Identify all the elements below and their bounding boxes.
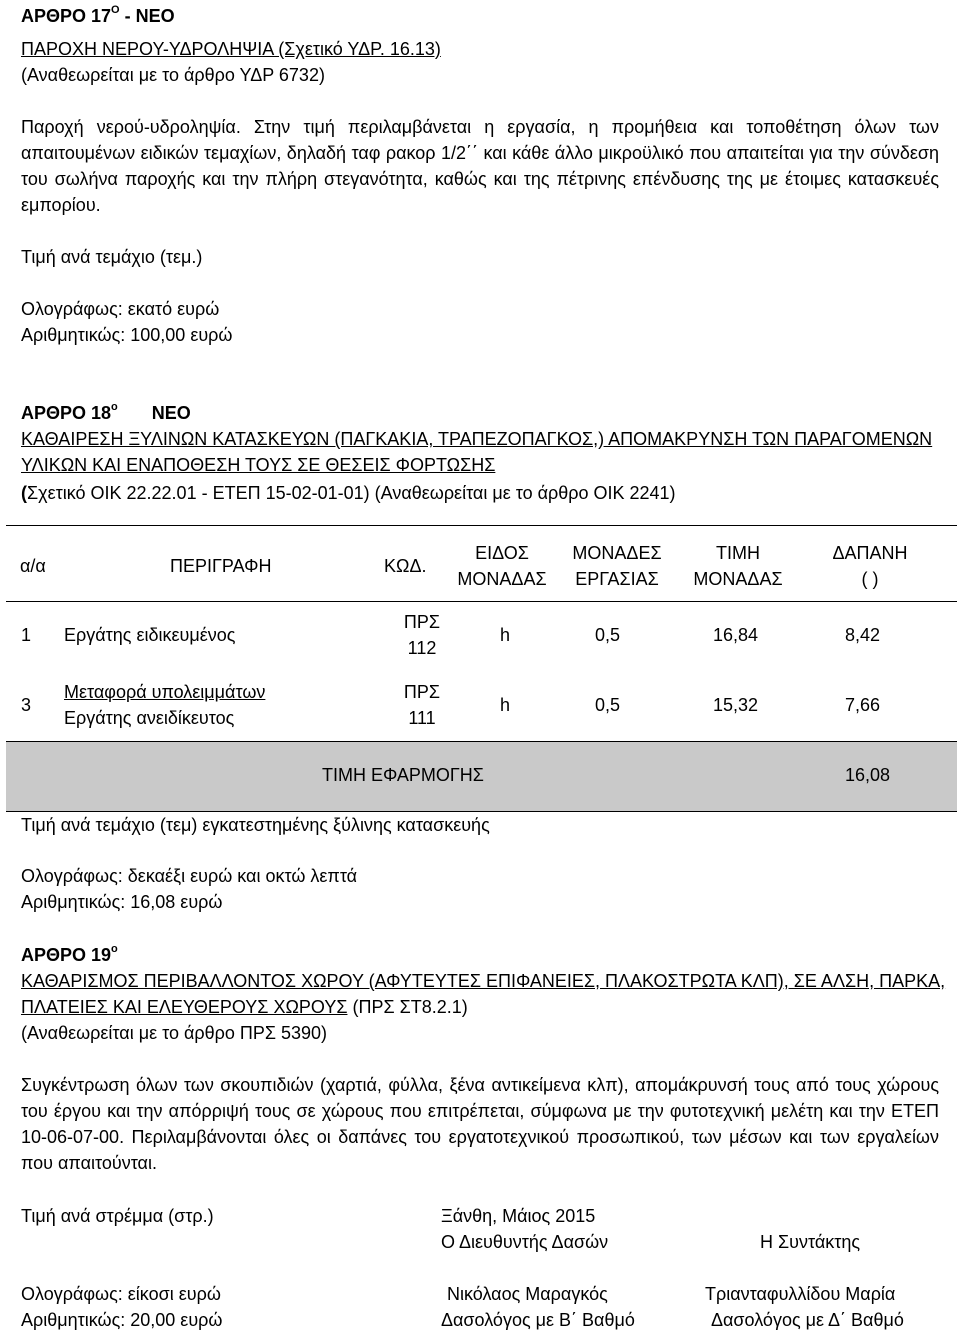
signature-director-name: Νικόλαος Μαραγκός bbox=[447, 1284, 608, 1304]
art19-revision: (Αναθεωρείται με το άρθρο ΠΡΣ 5390) bbox=[21, 1023, 328, 1043]
table-top-rule bbox=[6, 525, 957, 526]
th-unit-price bbox=[688, 540, 788, 592]
art18-in-numbers: Αριθμητικώς: 16,08 ευρώ bbox=[21, 892, 223, 912]
art18-subtitle-1: ΚΑΘΑΙΡΕΣΗ ΞΥΛΙΝΩΝ ΚΑΤΑΣΚΕΥΩΝ (ΠΑΓΚΑΚΙΑ, ΤΡΑΠΕΖΟΠΑΓΚΟΣ,) ΑΠΟΜΑΚΡΥΝΣΗ ΤΩΝ ΠΑΡΑΓΟΜΕΝΩΝ bbox=[21, 429, 933, 449]
th-code: ΚΩΔ. bbox=[384, 556, 427, 576]
art19-in-numbers: Αριθμητικώς: 20,00 ευρώ bbox=[21, 1310, 223, 1330]
art19-unit-price: Τιμή ανά στρέμμα (στρ.) bbox=[21, 1206, 214, 1226]
art18-title-text: ΑΡΘΡΟ 18 bbox=[21, 403, 112, 423]
table-total-label: ΤΙΜΗ ΕΦΑΡΜΟΓΗΣ bbox=[322, 765, 484, 785]
signature-author-title: Η Συντάκτης bbox=[760, 1232, 861, 1252]
art18-reference bbox=[21, 480, 676, 506]
art19-title-text: ΑΡΘΡΟ 19 bbox=[21, 945, 112, 965]
art18-reference-paren: ( bbox=[21, 483, 27, 503]
table-row-2-code bbox=[402, 679, 442, 731]
art17-description: Παροχή νερού-υδροληψία. Στην τιμή περιλαμβάνεται η εργασία, η προμήθεια και τοποθέτηση όλων των απαιτουμένων ειδικών τεμαχίων, δηλαδή ταφ ρακορ 1/2΄΄ και κάθε άλλο μικροϋλικό που απαιτείται για την σύνδεση του σωλήνα παροχής και την πλήρη στεγανότητα, καθώς και της πέτρινης επένδυσης της με έτοιμες κατασκευές εμπορίου. bbox=[21, 117, 939, 215]
table-header-rule bbox=[6, 601, 957, 602]
art17-in-numbers: Αριθμητικώς: 100,00 ευρώ bbox=[21, 325, 233, 345]
art17-unit-price: Τιμή ανά τεμάχιο (τεμ.) bbox=[21, 247, 203, 267]
th-aa: α/α bbox=[20, 556, 46, 576]
th-work-units bbox=[562, 540, 672, 592]
art18-title-sup: ο bbox=[111, 401, 118, 413]
art17-revision: (Αναθεωρείται με το άρθρο ΥΔΡ 6732) bbox=[21, 65, 325, 85]
table-row-2-aa: 3 bbox=[21, 695, 32, 715]
art18-title bbox=[21, 400, 191, 426]
table-row-1-code-1: ΠΡΣ bbox=[403, 612, 441, 632]
th-work-units-2: ΕΡΓΑΣΙΑΣ bbox=[575, 569, 659, 589]
art18-in-words: Ολογράφως: δεκαέξι ευρώ και οκτώ λεπτά bbox=[21, 866, 358, 886]
signature-author-name: Τριανταφυλλίδου Μαρία bbox=[705, 1284, 896, 1304]
art17-subtitle: ΠΑΡΟΧΗ ΝΕΡΟΥ-ΥΔΡΟΛΗΨΙΑ (Σχετικό ΥΔΡ. 16.13) bbox=[21, 39, 441, 59]
art17-title-suffix: - ΝΕΟ bbox=[119, 6, 175, 26]
th-unit-price-1: ΤΙΜΗ bbox=[716, 543, 760, 563]
th-cost-2: ( ) bbox=[861, 569, 879, 589]
table-row-2-description bbox=[64, 679, 265, 731]
art19-subtitle-2 bbox=[21, 994, 468, 1020]
table-row-1-code-2: 112 bbox=[407, 638, 437, 658]
table-row-1-units: 0,5 bbox=[595, 625, 621, 645]
th-unit-type-1: ΕΙΔΟΣ bbox=[475, 543, 529, 563]
th-cost bbox=[815, 540, 925, 592]
table-row-2-code-2: 111 bbox=[408, 708, 436, 728]
table-row-2-unit: h bbox=[500, 695, 511, 715]
th-cost-1: ΔΑΠΑΝΗ bbox=[832, 543, 908, 563]
art19-title-sup: ο bbox=[111, 943, 118, 955]
table-row-2-cost: 7,66 bbox=[845, 695, 881, 715]
th-unit-type bbox=[452, 540, 552, 592]
art19-subtitle-2-rest: (ΠΡΣ ΣΤ8.2.1) bbox=[347, 997, 468, 1017]
table-row-2-code-1: ΠΡΣ bbox=[403, 682, 441, 702]
th-unit-type-2: ΜΟΝΑΔΑΣ bbox=[457, 569, 547, 589]
art18-subtitle-2: ΥΛΙΚΩΝ ΚΑΙ ΕΝΑΠΟΘΕΣΗ ΤΟΥΣ ΣΕ ΘΕΣΕΙΣ ΦΟΡΤΩΣΗΣ bbox=[21, 455, 496, 475]
art17-title-sup: Ο bbox=[111, 4, 120, 16]
th-unit-price-2: ΜΟΝΑΔΑΣ bbox=[693, 569, 783, 589]
table-row-2-units: 0,5 bbox=[595, 695, 621, 715]
art19-subtitle-2-underlined: ΠΛΑΤΕΙΕΣ ΚΑΙ ΕΛΕΥΘΕΡΟΥΣ ΧΩΡΟΥΣ bbox=[21, 997, 348, 1017]
signature-director-title: Ο Διευθυντής Δασών bbox=[441, 1232, 609, 1252]
art19-subtitle-1: ΚΑΘΑΡΙΣΜΟΣ ΠΕΡΙΒΑΛΛΟΝΤΟΣ ΧΩΡΟΥ (ΑΦΥΤΕΥΤΕΣ ΕΠΙΦΑΝΕΙΕΣ, ΠΛΑΚΟΣΤΡΩΤΑ ΚΛΠ), ΣΕ ΑΛΣΗ, ΠΑΡΚΑ, bbox=[21, 971, 946, 991]
signature-author-rank: Δασολόγος με Δ΄ Βαθμό bbox=[711, 1310, 904, 1330]
art19-title bbox=[21, 942, 118, 968]
art17-title bbox=[21, 3, 175, 29]
table-row-1-cost: 8,42 bbox=[845, 625, 881, 645]
table-row-2-description-2: Εργάτης ανειδίκευτος bbox=[64, 708, 235, 728]
th-description: ΠΕΡΙΓΡΑΦΗ bbox=[170, 556, 272, 576]
art19-description: Συγκέντρωση όλων των σκουπιδιών (χαρτιά, φύλλα, ξένα αντικείμενα κλπ), απομάκρυνσή τους από τους χώρους του έργου και την απόρριψή τους σε χώρους που επιτρέπεται, σύμφωνα με την φυτοτεχνική μελέτη και την ΕΤΕΠ 10-06-07-00. Περιλαμβάνονται όλες οι δαπάνες του εργατοτεχνικού προσωπικού, των μέσων και των εργαλείων που απαιτούνται. bbox=[21, 1075, 939, 1173]
table-row-1-description: Εργάτης ειδικευμένος bbox=[64, 625, 236, 645]
signature-place-date: Ξάνθη, Μάιος 2015 bbox=[441, 1206, 596, 1226]
table-row-2-price: 15,32 bbox=[713, 695, 759, 715]
table-row-1-unit: h bbox=[500, 625, 511, 645]
art18-title-suffix: ΝΕΟ bbox=[146, 403, 191, 423]
art18-reference-text: Σχετικό ΟΙΚ 22.22.01 - ΕΤΕΠ 15-02-01-01) (Αναθεωρείται με το άρθρο ΟΙΚ 2241) bbox=[27, 483, 676, 503]
art17-title-text: ΑΡΘΡΟ 17 bbox=[21, 6, 112, 26]
art17-in-words: Ολογράφως: εκατό ευρώ bbox=[21, 299, 220, 319]
table-row-1-price: 16,84 bbox=[713, 625, 759, 645]
art18-unit-price: Τιμή ανά τεμάχιο (τεμ) εγκατεστημένης ξύλινης κατασκευής bbox=[21, 815, 490, 835]
th-work-units-1: ΜΟΝΑΔΕΣ bbox=[572, 543, 662, 563]
table-row-2-description-1: Μεταφορά υπολειμμάτων bbox=[64, 682, 266, 702]
table-row-1-code bbox=[402, 609, 442, 661]
art18-title-gap bbox=[118, 403, 123, 423]
art19-in-words: Ολογράφως: είκοσι ευρώ bbox=[21, 1284, 221, 1304]
signature-director-rank: Δασολόγος με Β΄ Βαθμό bbox=[441, 1310, 635, 1330]
table-total-value: 16,08 bbox=[845, 765, 891, 785]
table-row-1-aa: 1 bbox=[21, 625, 32, 645]
